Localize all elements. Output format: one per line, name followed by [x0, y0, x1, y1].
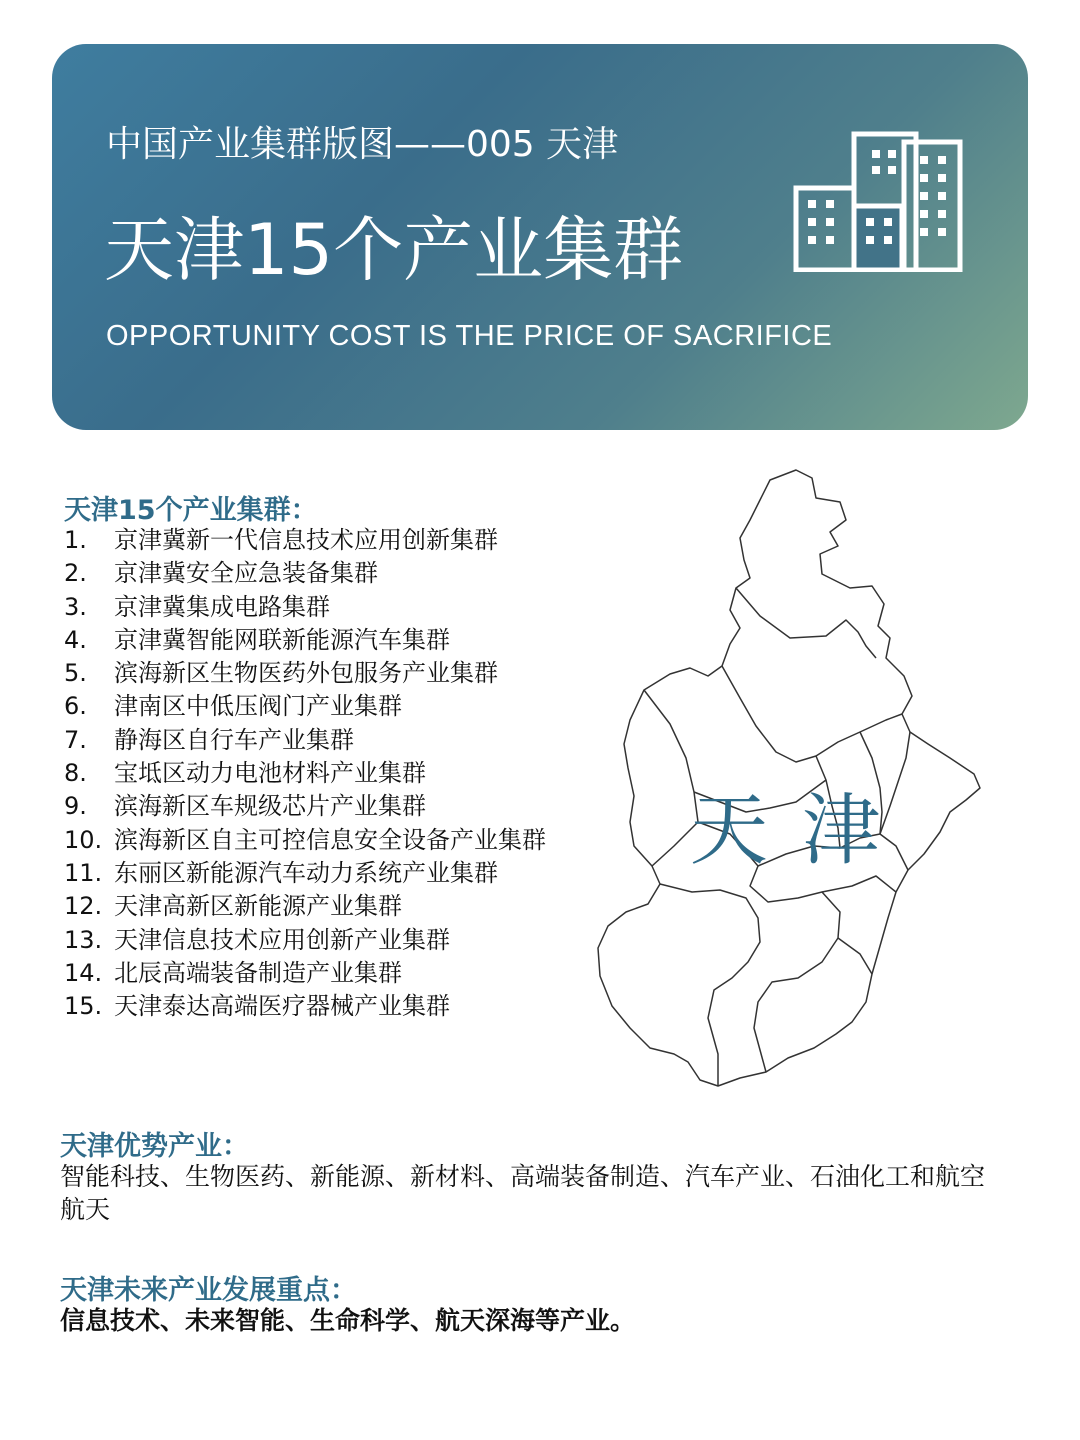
list-item	[64, 591, 546, 624]
list-item	[64, 624, 546, 657]
clusters-heading: 天津15个产业集群：	[64, 495, 318, 526]
list-item-number: 10.	[64, 825, 103, 854]
list-item-text: 天津信息技术应用创新产业集群	[114, 925, 450, 954]
list-item-number: 6.	[64, 692, 87, 721]
list-item	[64, 824, 546, 857]
list-item-number: 11.	[64, 858, 103, 887]
list-item-number: 14.	[64, 958, 103, 987]
list-item-text: 天津高新区新能源产业集群	[114, 892, 402, 921]
list-item	[64, 690, 546, 723]
list-item	[64, 724, 546, 757]
list-item-number: 9.	[64, 792, 87, 821]
list-item-number: 12.	[64, 892, 103, 921]
list-item	[64, 524, 546, 557]
list-item-text: 宝坻区动力电池材料产业集群	[114, 759, 426, 788]
advantage-text: 智能科技、生物医药、新能源、新材料、高端装备制造、汽车产业、石油化工和航空航天	[60, 1162, 986, 1224]
list-item-text: 东丽区新能源汽车动力系统产业集群	[114, 858, 498, 887]
list-item	[64, 857, 546, 890]
list-item	[64, 957, 546, 990]
list-item-number: 8.	[64, 759, 87, 788]
list-item	[64, 924, 546, 957]
list-item-text: 京津冀新一代信息技术应用创新集群	[114, 526, 498, 554]
map-district-border	[838, 938, 872, 974]
list-item-text: 滨海新区车规级芯片产业集群	[114, 792, 426, 821]
list-item-text: 滨海新区自主可控信息安全设备产业集群	[114, 825, 546, 854]
list-item-text: 京津冀安全应急装备集群	[114, 559, 378, 588]
list-item-number: 15.	[64, 992, 103, 1021]
list-item	[64, 557, 546, 590]
list-item-number: 13.	[64, 925, 103, 954]
list-item-number: 3.	[64, 592, 87, 621]
list-item	[64, 890, 546, 923]
banner-english-tagline: OPPORTUNITY COST IS THE PRICE OF SACRIFICE	[106, 320, 833, 352]
future-heading: 天津未来产业发展重点：	[60, 1275, 357, 1306]
list-item-text: 津南区中低压阀门产业集群	[114, 692, 402, 721]
map-district-border	[736, 588, 876, 658]
map-district-border	[722, 666, 902, 762]
list-item	[64, 790, 546, 823]
map-label: 天津	[690, 786, 915, 876]
list-item-text: 天津泰达高端医疗器械产业集群	[114, 992, 450, 1021]
list-item-number: 2.	[64, 559, 87, 588]
list-item-text: 京津冀集成电路集群	[114, 592, 330, 621]
banner-title: 天津15个产业集群	[104, 209, 684, 291]
list-item-text: 滨海新区生物医药外包服务产业集群	[114, 659, 498, 688]
list-item-number: 5.	[64, 659, 87, 688]
map-district-border	[660, 884, 760, 1086]
header-banner	[52, 44, 1028, 430]
list-item-text: 北辰高端装备制造产业集群	[114, 958, 402, 987]
advantage-heading: 天津优势产业：	[60, 1131, 249, 1162]
list-item	[64, 990, 546, 1023]
banner-subtitle: 中国产业集群版图——005 天津	[106, 124, 619, 165]
cluster-list	[64, 524, 546, 1023]
list-item-number: 7.	[64, 725, 87, 754]
list-item	[64, 657, 546, 690]
future-text: 信息技术、未来智能、生命科学、航天深海等产业。	[60, 1306, 636, 1335]
list-item	[64, 757, 546, 790]
list-item-text: 京津冀智能网联新能源汽车集群	[114, 625, 450, 654]
buildings-icon	[792, 128, 964, 272]
list-item-number: 4.	[64, 625, 87, 654]
list-item-text: 静海区自行车产业集群	[114, 725, 354, 754]
list-item-number: 1.	[64, 526, 87, 554]
